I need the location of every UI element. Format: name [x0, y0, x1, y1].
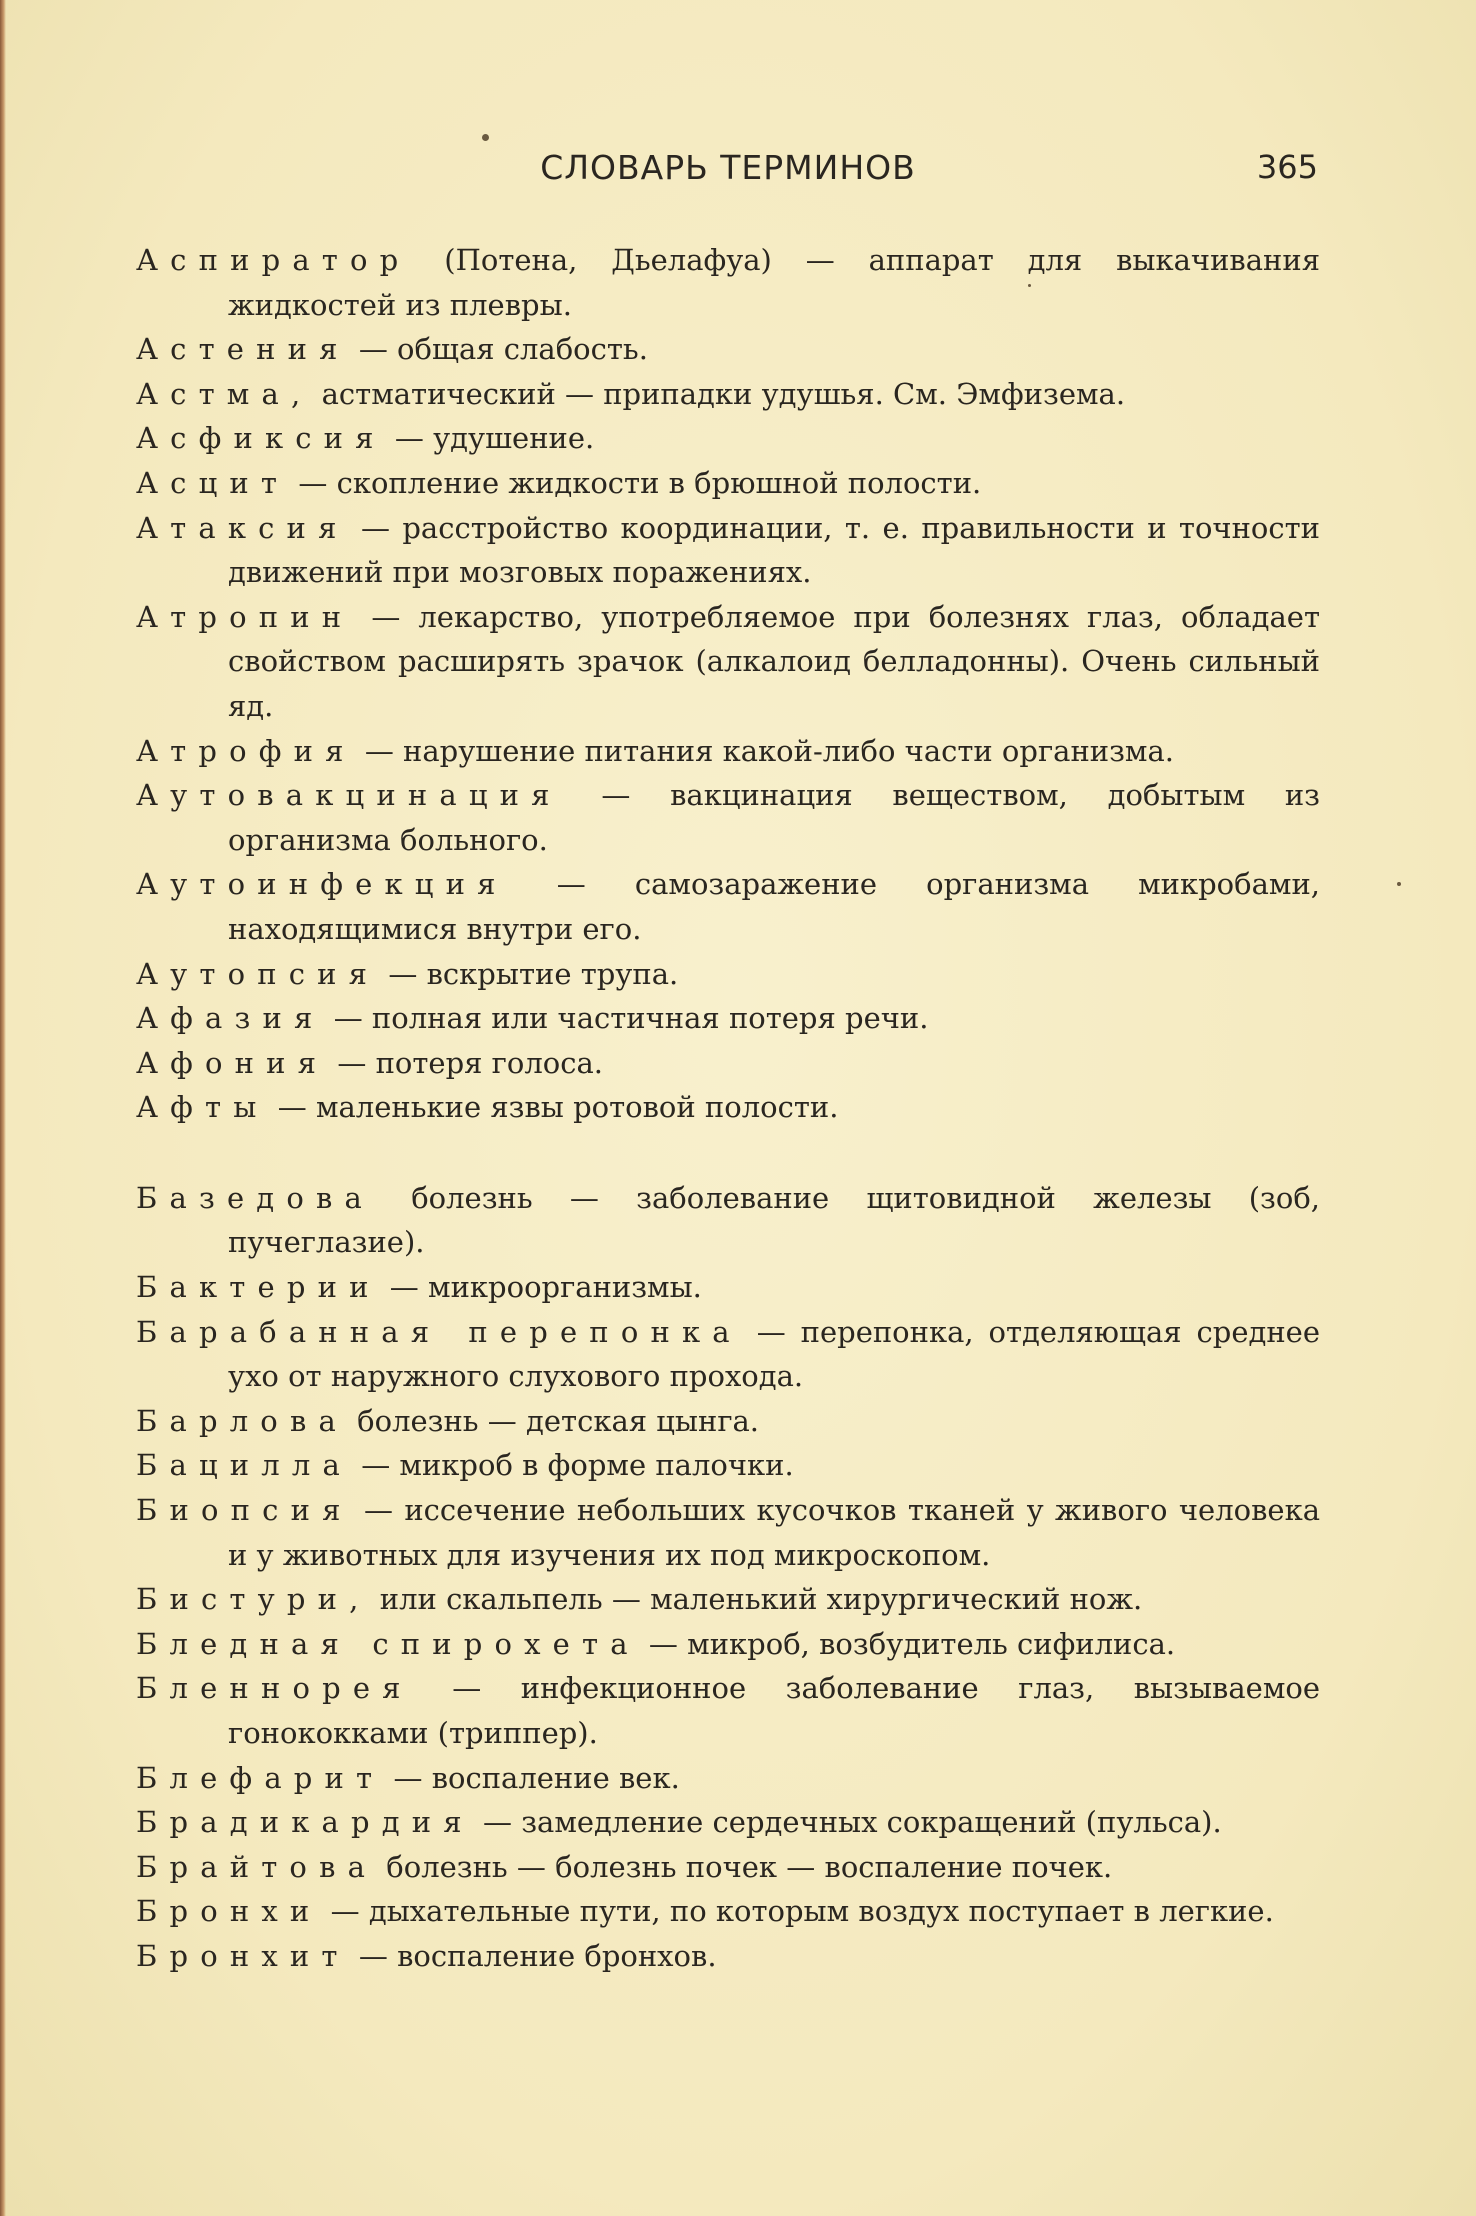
scan-speck — [1397, 882, 1401, 886]
page-edge — [0, 0, 6, 2216]
scan-speck — [482, 134, 489, 141]
glossary-entry — [136, 862, 1320, 951]
entry-term: Брайтова — [136, 1849, 378, 1884]
entry-definition: — воспаление бронхов. — [349, 1938, 717, 1973]
glossary-entry — [136, 372, 1320, 417]
entry-definition: — расстройство координации, т. е. правильности и точности движений при мозговых поражениях. — [228, 510, 1320, 590]
entry-term: Бактерии — [136, 1270, 381, 1305]
entry-term: Барлова — [136, 1403, 348, 1438]
glossary-entry — [136, 1265, 1320, 1310]
entry-definition: болезнь — болезнь почек — воспаление почек. — [377, 1849, 1113, 1884]
entry-term: Аутоинфекция — [136, 867, 508, 902]
glossary-entries — [136, 238, 1320, 1979]
entry-term: Асфиксия — [136, 421, 386, 456]
glossary-entry — [136, 1889, 1320, 1934]
entry-term: Афты — [136, 1090, 269, 1125]
glossary-entry — [136, 1488, 1320, 1577]
entry-term: Аутопсия — [136, 956, 380, 991]
glossary-entry — [136, 1622, 1320, 1667]
entry-term: Астения — [136, 332, 350, 367]
entry-term: Бленнорея — [136, 1671, 413, 1706]
entry-definition: — нарушение питания какой-либо части организма. — [355, 733, 1174, 768]
entry-definition: (Потена, Дьелафуа) — аппарат для выкачивания жидкостей из плевры. — [228, 243, 1320, 322]
glossary-entry — [136, 1845, 1320, 1890]
glossary-entry — [136, 461, 1320, 506]
section-spacer — [136, 1130, 1320, 1176]
entry-definition: астматический — припадки удушья. См. Эмфизема. — [312, 376, 1126, 411]
glossary-entry — [136, 506, 1320, 595]
entry-definition: — маленькие язвы ротовой полости. — [268, 1090, 839, 1125]
entry-definition: — самозаражение организма микробами, находящимися внутри его. — [228, 867, 1320, 946]
glossary-entry — [136, 1310, 1320, 1399]
entry-term: Атаксия — [136, 510, 349, 545]
entry-term: Бледная спирохета — [136, 1626, 640, 1661]
scan-speck — [1028, 284, 1031, 287]
entry-definition: — микроб, возбудитель сифилиса. — [639, 1626, 1176, 1661]
entry-term: Аспиратор — [136, 243, 411, 277]
entry-definition: или скальпель — маленький хирургический нож. — [370, 1582, 1143, 1617]
glossary-entry — [136, 773, 1320, 862]
entry-definition: болезнь — детская цынга. — [347, 1403, 760, 1438]
glossary-entry — [136, 1577, 1320, 1622]
running-title: СЛОВАРЬ ТЕРМИНОВ — [540, 148, 916, 187]
entry-definition: — вскрытие трупа. — [379, 956, 679, 991]
entry-term: Афония — [136, 1045, 329, 1080]
glossary-entry — [136, 595, 1320, 729]
glossary-entry — [136, 1800, 1320, 1845]
entry-definition: — полная или частичная потеря речи. — [324, 1001, 929, 1036]
glossary-entry — [136, 327, 1320, 372]
entry-term: Астма, — [136, 376, 313, 411]
glossary-entry — [136, 1443, 1320, 1488]
entry-definition: — лекарство, употребляемое при болезнях глаз, обладает свойством расширять зрачок (алкалоид белладонны). Очень сильный яд. — [228, 599, 1320, 723]
entry-term: Брадикардия — [136, 1805, 474, 1840]
entry-definition: — инфекционное заболевание глаз, вызываемое гонококками (триппер). — [228, 1671, 1320, 1750]
entry-definition: — микроорганизмы. — [380, 1270, 702, 1305]
entry-definition: — потеря голоса. — [328, 1045, 603, 1080]
entry-term: Блефарит — [136, 1760, 385, 1795]
entry-term: Бронхит — [136, 1938, 350, 1973]
page-header — [138, 148, 1318, 198]
glossary-entry — [136, 1176, 1320, 1265]
entry-term: Биопсия — [136, 1493, 353, 1528]
glossary-entry — [136, 996, 1320, 1041]
glossary-entry — [136, 1085, 1320, 1130]
glossary-entry — [136, 1041, 1320, 1086]
entry-term: Асцит — [136, 465, 290, 500]
entry-definition: — иссечение небольших кусочков тканей у живого человека и у животных для изучения их под микроскопом. — [228, 1493, 1320, 1572]
glossary-entry — [136, 1399, 1320, 1444]
entry-definition: — удушение. — [385, 421, 595, 456]
entry-definition: — воспаление век. — [384, 1760, 680, 1795]
entry-definition: — вакцинация веществом, добытым из организма больного. — [228, 778, 1320, 857]
entry-definition: — перепонка, отделяющая среднее ухо от наружного слухового прохода. — [228, 1314, 1320, 1394]
entry-term: Бронхи — [136, 1894, 322, 1929]
entry-term: Афазия — [136, 1001, 325, 1036]
entry-definition: — замедление сердечных сокращений (пульса). — [473, 1805, 1222, 1840]
page-number: 365 — [1256, 148, 1318, 186]
entry-definition: — скопление жидкости в брюшной полости. — [289, 465, 982, 500]
entry-definition: болезнь — заболевание щитовидной железы (зоб, пучеглазие). — [228, 1180, 1320, 1260]
entry-term: Бистури, — [136, 1582, 371, 1617]
glossary-entry — [136, 1666, 1320, 1755]
entry-term: Аутовакцинация — [136, 778, 562, 813]
glossary-entry — [136, 416, 1320, 461]
glossary-entry — [136, 1934, 1320, 1979]
entry-term: Бацилла — [136, 1448, 352, 1483]
glossary-entry — [136, 729, 1320, 774]
entry-term: Атрофия — [136, 733, 356, 768]
entry-definition: — микроб в форме палочки. — [351, 1448, 794, 1483]
glossary-entry — [136, 238, 1320, 327]
glossary-entry — [136, 952, 1320, 997]
entry-term: Барабанная перепонка — [136, 1314, 742, 1349]
entry-term: Атропин — [136, 599, 354, 634]
entry-definition: — дыхательные пути, по которым воздух поступает в легкие. — [321, 1894, 1274, 1929]
entry-definition: — общая слабость. — [349, 332, 648, 367]
glossary-entry — [136, 1756, 1320, 1801]
entry-term: Базедова — [136, 1180, 374, 1215]
